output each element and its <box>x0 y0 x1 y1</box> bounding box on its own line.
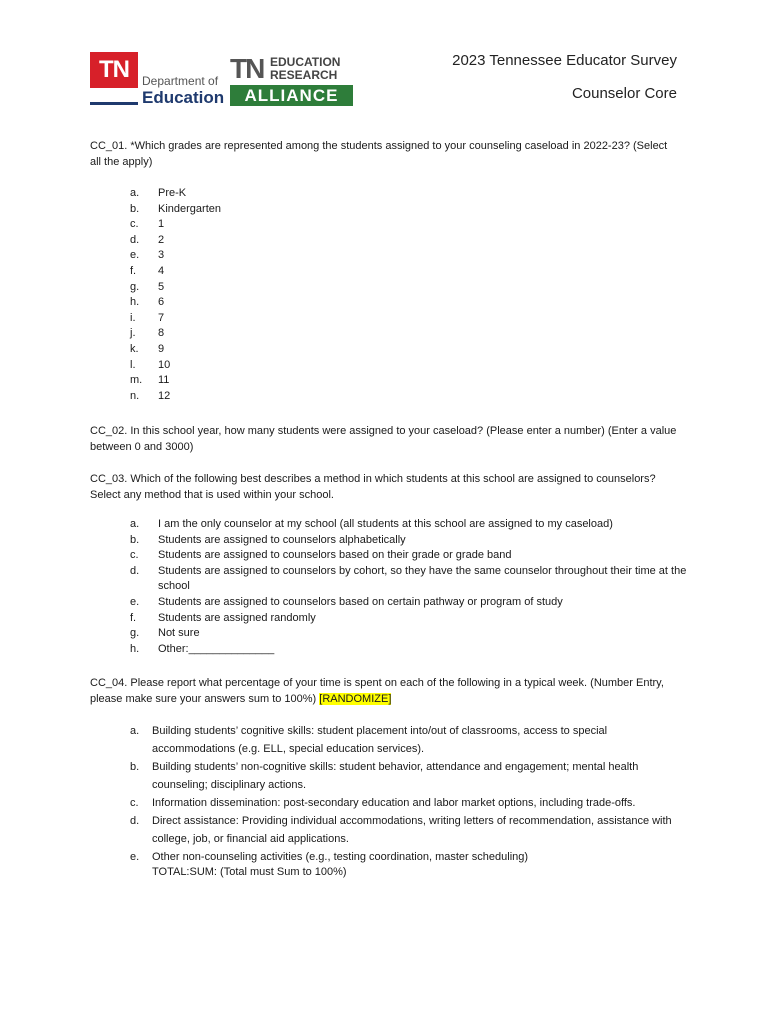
list-item <box>130 264 690 280</box>
question-cc03: CC_03. Which of the following best describes a method in which students at this school are assigned to counselors? Select any method that is used within your school. <box>90 473 656 501</box>
list-item-text: 1 <box>158 218 165 231</box>
tn-logo-mark: TN <box>90 52 138 88</box>
list-item <box>130 611 690 627</box>
list-item-text: 12 <box>158 389 171 402</box>
list-item-text: Other:______________ <box>158 642 275 655</box>
list-item <box>130 626 690 642</box>
list-item-marker: i. <box>130 311 136 324</box>
list-item <box>130 295 690 311</box>
question-cc01-options <box>130 186 690 404</box>
question-cc03-options <box>130 517 690 657</box>
list-item-marker: b. <box>130 202 140 215</box>
list-item-text: Students are assigned to counselors based on certain pathway or program of study <box>158 595 563 608</box>
list-item <box>130 358 690 374</box>
list-item <box>130 202 690 218</box>
list-item-marker: g. <box>130 627 140 640</box>
question-cc01: CC_01. *Which grades are represented among the students assigned to your counseling caseload in 2022-23? (Select all the apply) <box>90 140 668 168</box>
list-item-marker: j. <box>130 327 136 340</box>
list-item <box>130 722 680 758</box>
list-item <box>130 548 690 564</box>
randomize-tag: [RANDOMIZE] <box>319 693 392 705</box>
list-item <box>130 812 680 848</box>
list-item <box>130 595 690 611</box>
list-item-text: Students are assigned to counselors by cohort, so they have the same counselor throughout their time at the school <box>158 564 687 593</box>
question-cc04 <box>90 675 680 707</box>
list-item <box>130 342 690 358</box>
list-item-marker: m. <box>130 374 143 387</box>
list-item-text: Pre-K <box>158 187 187 199</box>
survey-subtitle: Counselor Core <box>571 85 677 102</box>
question-cc04-text: CC_04. Please report what percentage of your time is spent on each of the following in a typical week. (Number Entry, please make sure your answers sum to 100%) <box>90 677 664 705</box>
list-item-marker: e. <box>130 595 140 608</box>
list-item-text: 2 <box>158 233 165 246</box>
list-item-text: 3 <box>158 249 165 262</box>
era-alliance-banner: ALLIANCE <box>230 85 353 106</box>
tn-education-research-alliance-logo <box>230 55 355 107</box>
list-item-marker: h. <box>130 296 140 309</box>
list-item <box>130 564 690 595</box>
list-item-text: Students are assigned randomly <box>158 611 316 624</box>
list-item-marker: n. <box>130 389 140 402</box>
list-item-text: I am the only counselor at my school (all students at this school are assigned to my caseload) <box>158 518 613 530</box>
list-item-text: 5 <box>158 280 165 293</box>
list-item-marker: a. <box>130 187 140 199</box>
list-item <box>130 217 690 233</box>
list-item-marker: d. <box>130 233 140 246</box>
list-item-text: 4 <box>158 264 165 277</box>
list-item-text: Building students’ non-cognitive skills: student behavior, attendance and engagement; mental health counseling; disciplinary actions. <box>152 761 639 791</box>
list-item-text: Direct assistance: Providing individual accommodations, writing letters of recommendation, assistance with college, job, or financial aid applications. <box>152 815 672 845</box>
list-item-text: 7 <box>158 311 165 324</box>
list-item <box>130 280 690 296</box>
list-item <box>130 248 690 264</box>
list-item-text: Students are assigned to counselors based on their grade or grade band <box>158 549 512 562</box>
list-item <box>130 326 690 342</box>
list-item-marker: b. <box>130 533 140 546</box>
list-item <box>130 311 690 327</box>
list-item <box>130 533 690 549</box>
list-item <box>130 758 680 794</box>
tn-department-of-education-logo <box>90 52 225 108</box>
question-cc04-options <box>130 722 680 866</box>
list-item-marker: h. <box>130 642 140 655</box>
list-item-text: Information dissemination: post-secondary education and labor market options, including trade-offs. <box>152 797 636 809</box>
list-item-text: Other non-counseling activities (e.g., testing coordination, master scheduling) <box>152 851 529 863</box>
question-cc04-total: TOTAL:SUM: (Total must Sum to 100%) <box>152 866 347 878</box>
list-item-marker: e. <box>130 249 140 262</box>
list-item-marker: c. <box>130 218 139 231</box>
list-item-marker: f. <box>130 611 137 624</box>
list-item-marker: a. <box>130 725 140 737</box>
list-item <box>130 389 690 405</box>
list-item-marker: g. <box>130 280 140 293</box>
list-item-marker: l. <box>130 358 136 371</box>
list-item-text: Students are assigned to counselors alphabetically <box>158 533 406 546</box>
list-item <box>130 186 690 202</box>
list-item-marker: k. <box>130 342 139 355</box>
list-item-marker: c. <box>130 797 139 809</box>
logo-underline <box>90 102 138 105</box>
list-item-text: Building students’ cognitive skills: student placement into/out of classrooms, access to special accommodations (e.g. ELL, special education services). <box>152 725 608 755</box>
survey-title: 2023 Tennessee Educator Survey <box>452 52 677 69</box>
list-item-text: 10 <box>158 358 171 371</box>
list-item-text: 8 <box>158 327 165 340</box>
list-item-marker: c. <box>130 549 139 562</box>
list-item-marker: d. <box>130 815 140 827</box>
list-item-text: 6 <box>158 296 165 309</box>
list-item-text: Not sure <box>158 627 200 640</box>
era-tn-mark: TN <box>230 53 264 84</box>
list-item-marker: b. <box>130 761 140 773</box>
list-item <box>130 373 690 389</box>
list-item-marker: f. <box>130 264 137 277</box>
list-item <box>130 517 690 533</box>
list-item-text: 11 <box>158 374 170 387</box>
logo-department-text: Department of <box>142 74 219 88</box>
list-item-marker: e. <box>130 851 140 863</box>
logo-education-text: Education <box>142 88 225 107</box>
list-item-marker: d. <box>130 564 140 577</box>
question-cc02: CC_02. In this school year, how many students were assigned to your caseload? (Please enter a number) (Enter a value between 0 and 3000) <box>90 425 677 453</box>
list-item-text: 9 <box>158 342 165 355</box>
list-item-text: Kindergarten <box>158 202 221 215</box>
era-research-text: RESEARCH <box>270 68 338 82</box>
era-education-text: EDUCATION <box>270 55 341 69</box>
list-item <box>130 642 690 658</box>
list-item <box>130 794 680 812</box>
list-item <box>130 233 690 249</box>
list-item-marker: a. <box>130 518 140 530</box>
